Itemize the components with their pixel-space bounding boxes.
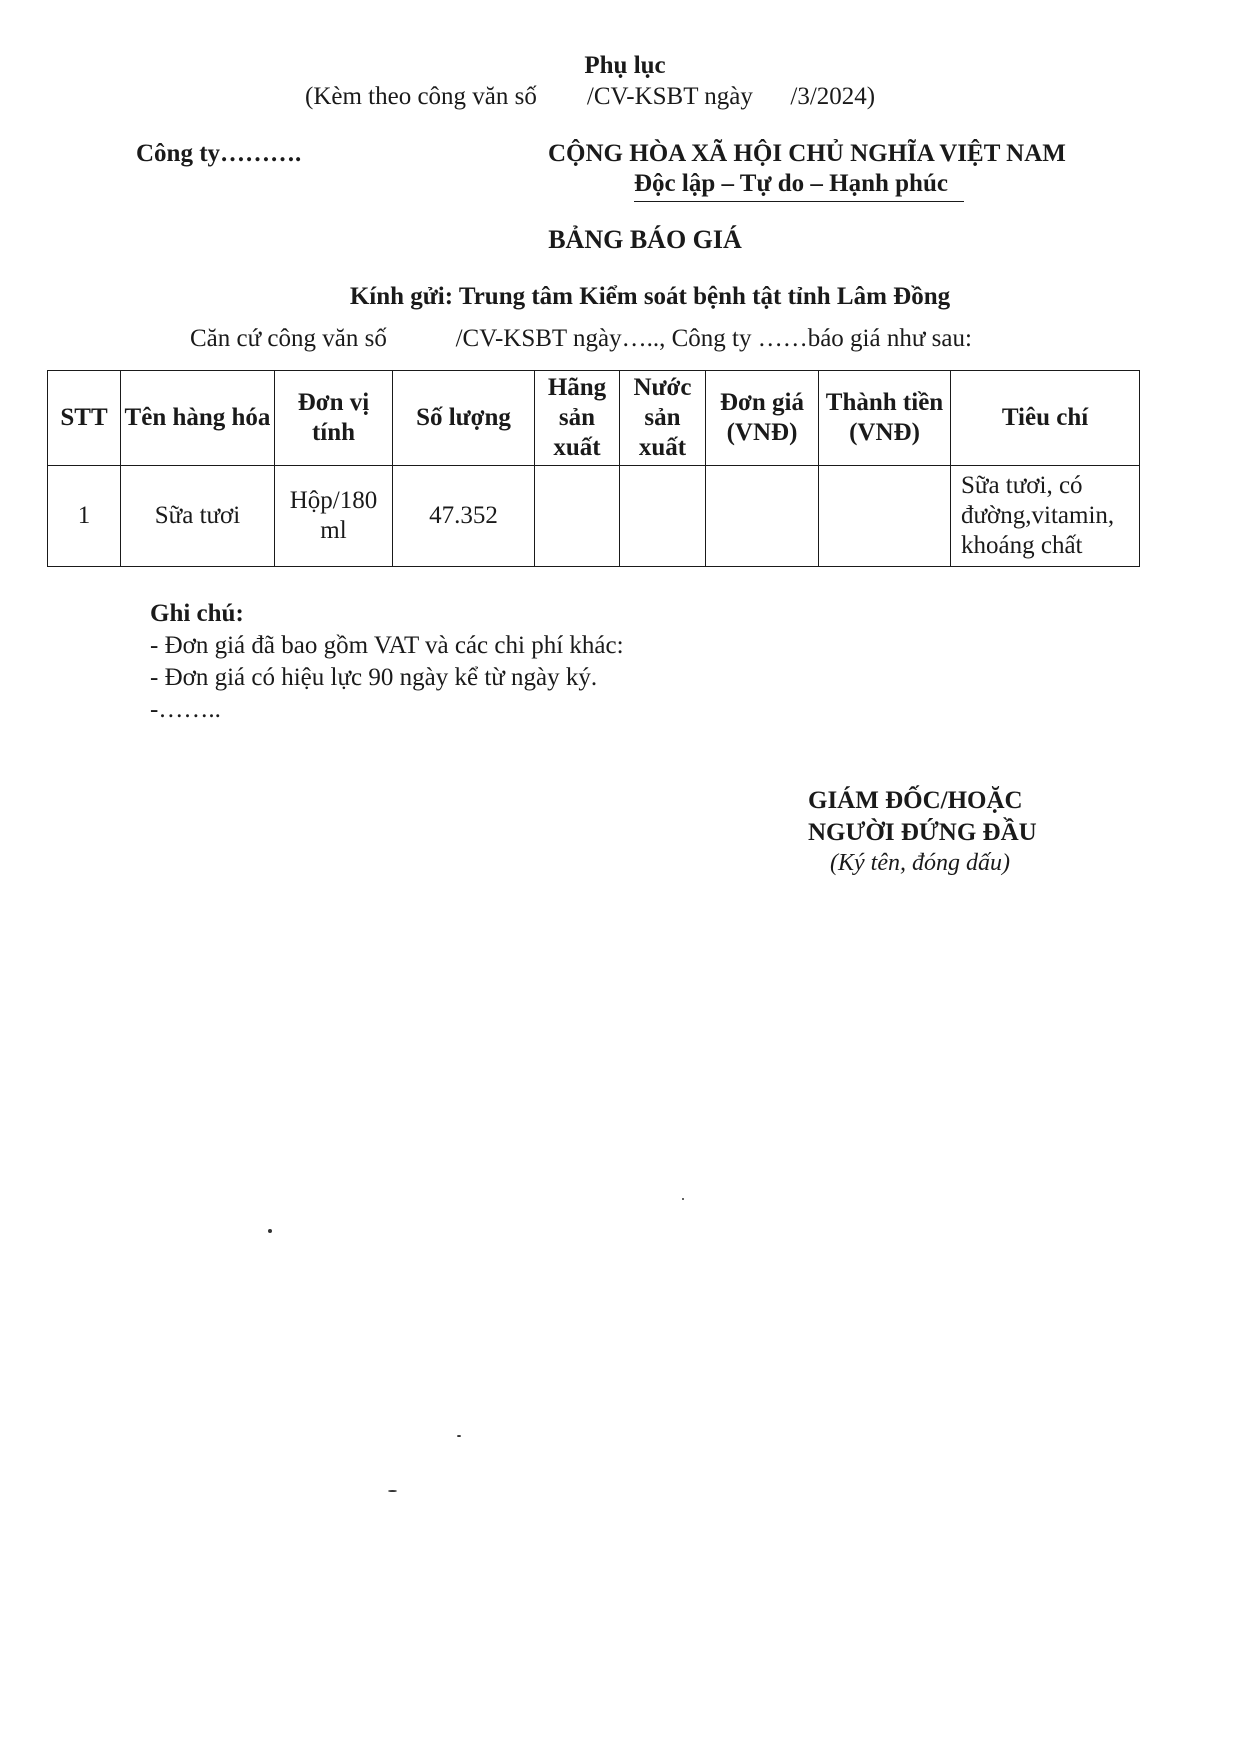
motto-underline bbox=[634, 201, 964, 202]
header-unit: Đơn vị tính bbox=[275, 371, 393, 466]
header-product-name: Tên hàng hóa bbox=[121, 371, 275, 466]
table-header-row bbox=[48, 371, 1140, 466]
header-amount: Thành tiền (VNĐ) bbox=[819, 371, 951, 466]
note-item: -…….. bbox=[150, 696, 221, 723]
scan-speck bbox=[682, 1198, 684, 1200]
cell-criteria: Sữa tươi, có đường,vitamin, khoáng chất bbox=[951, 466, 1140, 567]
cell-unit-price bbox=[706, 466, 819, 567]
header-quantity: Số lượng bbox=[393, 371, 535, 466]
cell-country bbox=[620, 466, 706, 567]
cell-amount bbox=[819, 466, 951, 567]
company-name: Công ty………. bbox=[136, 140, 302, 167]
cell-unit: Hộp/180 ml bbox=[275, 466, 393, 567]
recipient-line: Kính gửi: Trung tâm Kiểm soát bệnh tật tỉnh Lâm Đồng bbox=[349, 283, 951, 310]
header-country: Nước sản xuất bbox=[620, 371, 706, 466]
basis-line: Căn cứ công văn số /CV-KSBT ngày….., Công ty ……báo giá như sau: bbox=[190, 325, 972, 352]
note-item: - Đơn giá có hiệu lực 90 ngày kể từ ngày ký. bbox=[150, 664, 598, 691]
notes-heading: Ghi chú: bbox=[150, 600, 244, 627]
appendix-subtitle: (Kèm theo công văn số /CV-KSBT ngày /3/2024) bbox=[305, 83, 876, 110]
header-unit-price: Đơn giá (VNĐ) bbox=[706, 371, 819, 466]
signature-title-line1: GIÁM ĐỐC/HOẶC bbox=[808, 787, 1023, 814]
header-stt: STT bbox=[48, 371, 121, 466]
signature-title-line2: NGƯỜI ĐỨNG ĐẦU bbox=[808, 819, 1037, 846]
cell-product-name: Sữa tươi bbox=[121, 466, 275, 567]
scan-speck bbox=[388, 1490, 397, 1492]
signature-block bbox=[808, 785, 1037, 849]
price-quote-table bbox=[47, 370, 1140, 567]
scan-speck bbox=[268, 1229, 272, 1233]
national-motto: Độc lập – Tự do – Hạnh phúc bbox=[634, 170, 948, 197]
cell-stt: 1 bbox=[48, 466, 121, 567]
scan-speck bbox=[457, 1435, 461, 1437]
signature-note: (Ký tên, đóng dấu) bbox=[830, 850, 1010, 876]
cell-manufacturer bbox=[535, 466, 620, 567]
note-item: - Đơn giá đã bao gồm VAT và các chi phí khác: bbox=[150, 632, 624, 659]
document-title: BẢNG BÁO GIÁ bbox=[548, 225, 742, 254]
header-criteria: Tiêu chí bbox=[951, 371, 1140, 466]
table-row bbox=[48, 466, 1140, 567]
nation-heading: CỘNG HÒA XÃ HỘI CHỦ NGHĨA VIỆT NAM bbox=[548, 140, 1066, 167]
notes-section bbox=[150, 598, 624, 726]
header-manufacturer: Hãng sản xuất bbox=[535, 371, 620, 466]
cell-quantity: 47.352 bbox=[393, 466, 535, 567]
appendix-title: Phụ lục bbox=[584, 52, 666, 79]
